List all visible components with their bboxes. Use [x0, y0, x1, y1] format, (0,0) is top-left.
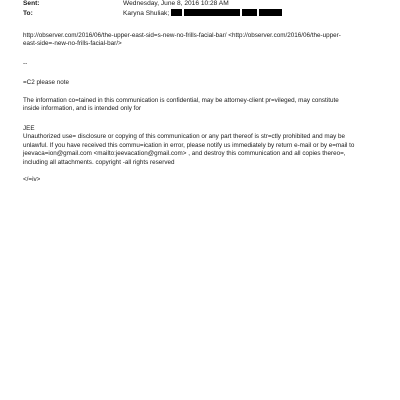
confidentiality-paragraph: [23, 97, 383, 114]
jee-line: JEE: [23, 125, 35, 132]
link-line: http://observer.com/2016/06/the-upper-east-sid=s-new-no-frills-facial-bar/ <http://observer.com/2016/06/the-upper-: [23, 32, 341, 39]
disclaimer-paragraph: [23, 125, 383, 167]
to-row: [23, 9, 282, 18]
redaction-box: [184, 9, 240, 16]
confidentiality-line: The information co=tained in this communication is confidential, may be attorney-client pr=vileged, may constitute: [23, 97, 339, 104]
note-line: =C2 please note: [23, 79, 70, 86]
redaction-box: [171, 9, 182, 16]
disclaimer-line: unlawful. If you have received this commu=ication in error, please notify us immediately by return e-mail or by e=mail to: [23, 141, 355, 149]
redaction-box: [242, 9, 257, 16]
sent-value: Wednesday, June 8, 2016 10:28 AM: [123, 0, 229, 7]
sent-label: Sent:: [23, 0, 40, 7]
disclaimer-line: Unauthorized use= disclosure or copying of this communication or any part thereof is str=ctly prohibited and may be: [23, 133, 346, 141]
confidentiality-line: inside information, and is intended only for: [23, 105, 141, 113]
to-value: Karyna Shuliak;: [123, 10, 170, 17]
separator-text: --: [23, 60, 28, 67]
sent-row: [23, 0, 229, 8]
closing-tag: </=iv>: [23, 176, 41, 183]
link-line: east-side=-new-no-frills-facial-bar/>: [23, 40, 122, 48]
disclaimer-line: jeevaca=ion@gmail.com <mailto:jeevacation@gmail.com> , and destroy this communication and all copies thereo=,: [23, 150, 346, 158]
redaction-box: [259, 9, 282, 16]
to-label: To:: [23, 10, 33, 17]
disclaimer-line: including all attachments. copyright -all rights reserved: [23, 158, 175, 166]
link-paragraph: [23, 32, 383, 49]
